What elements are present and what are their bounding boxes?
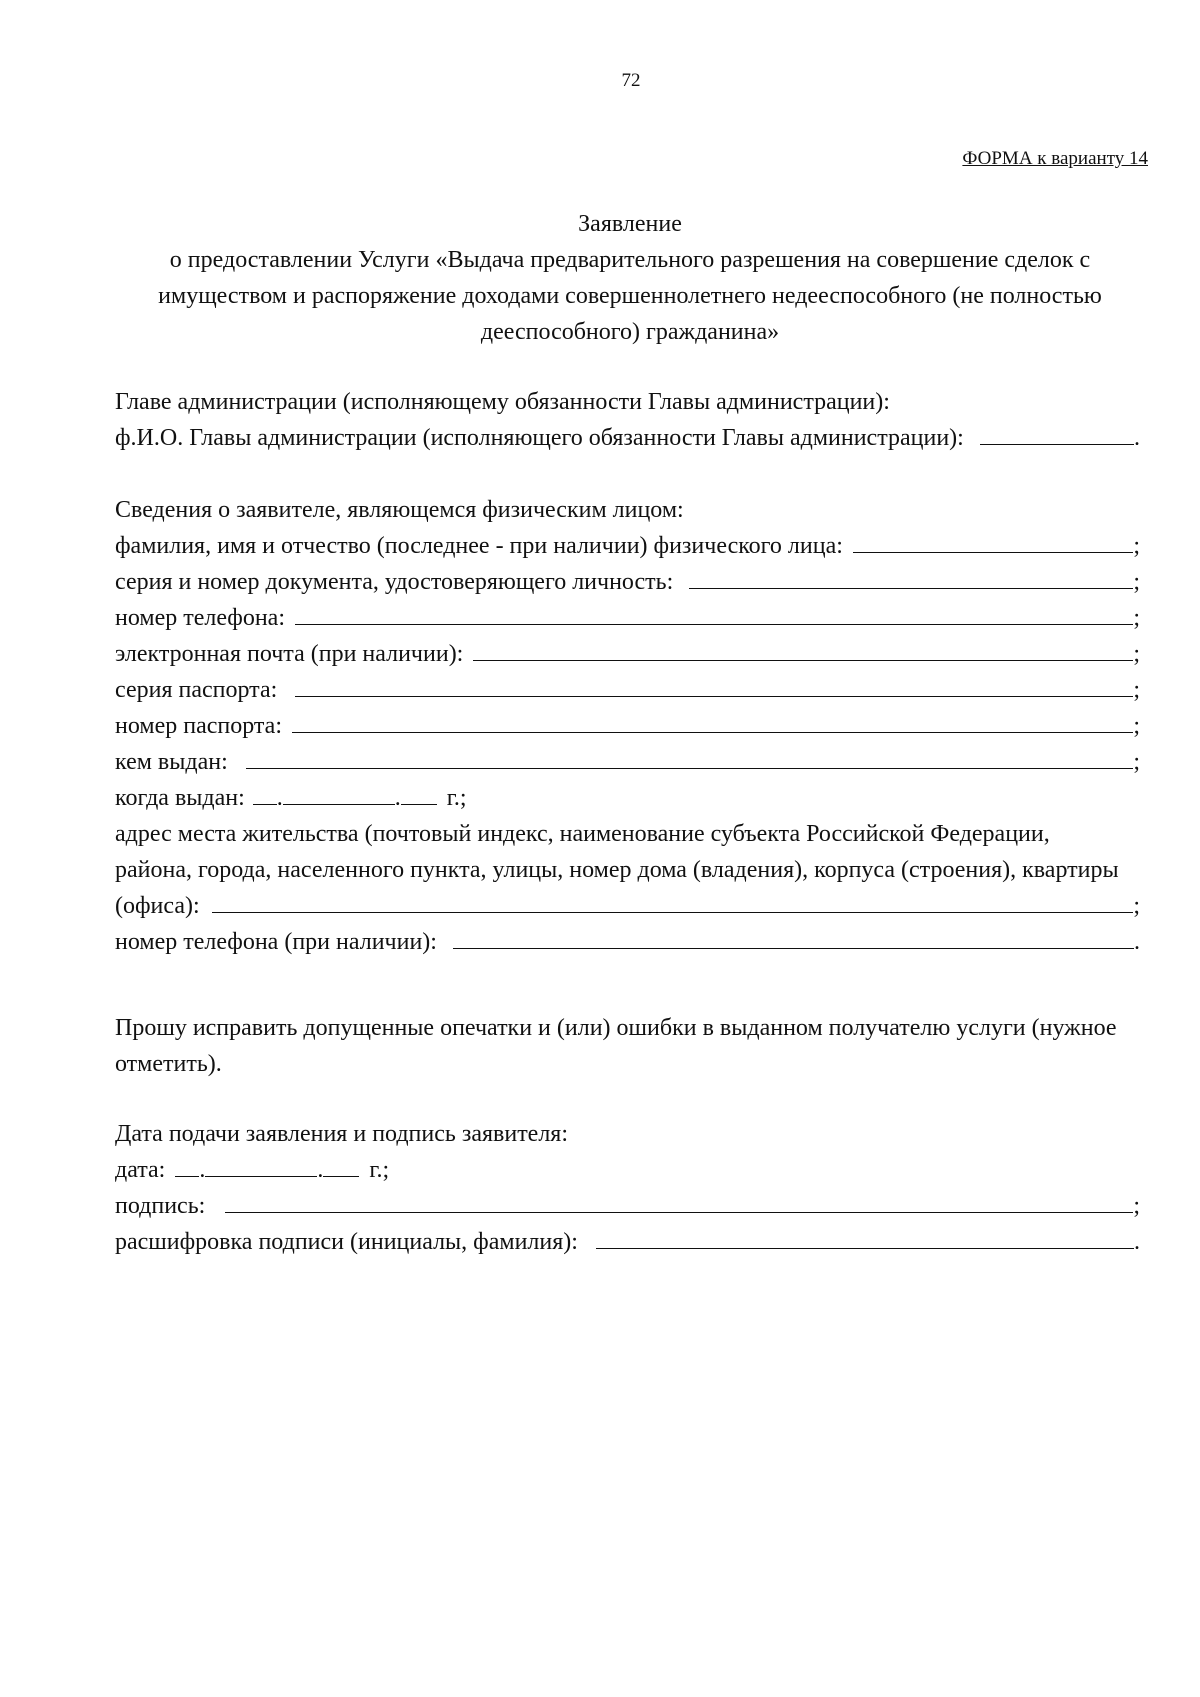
address-label: (офиса): (115, 893, 200, 919)
issued-date-row (115, 782, 1140, 818)
phone-row (115, 602, 1140, 638)
semicolon-mark: ; (1133, 677, 1140, 703)
date-label: дата: (115, 1157, 166, 1183)
passport-series-field[interactable] (295, 674, 1133, 697)
page-number: 72 (621, 70, 641, 91)
passport-number-row (115, 710, 1140, 746)
year-field[interactable] (323, 1154, 359, 1177)
sign-field[interactable] (225, 1190, 1133, 1213)
issued-by-field[interactable] (246, 746, 1134, 769)
issued-day-field[interactable] (253, 782, 277, 805)
passport-number-label: номер паспорта: (115, 713, 283, 739)
day-field[interactable] (175, 1154, 199, 1177)
title-line-4: дееспособного) гражданина» (480, 319, 780, 345)
addressee-fio-field[interactable] (980, 422, 1134, 445)
sign-row (115, 1190, 1140, 1226)
addressee-fio-row (115, 422, 1140, 458)
address-field[interactable] (212, 890, 1134, 913)
period-mark: . (1134, 929, 1140, 955)
request-line-1: Прошу исправить допущенные опечатки и (или) ошибки в выданном получателю услуги (нужное (115, 1015, 1117, 1041)
passport-series-row (115, 674, 1140, 710)
passport-number-field[interactable] (292, 710, 1133, 733)
year-suffix: г.; (369, 1157, 390, 1183)
issued-year-field[interactable] (401, 782, 437, 805)
signature-section (115, 1118, 1140, 1262)
month-field[interactable] (205, 1154, 317, 1177)
semicolon-mark: ; (1133, 713, 1140, 739)
sign-decode-field[interactable] (596, 1226, 1134, 1249)
form-reference: ФОРМА к варианту 14 (962, 148, 1148, 169)
passport-series-label: серия паспорта: (115, 677, 278, 703)
email-row (115, 638, 1140, 674)
period-mark: . (1134, 425, 1140, 451)
semicolon-mark: ; (1133, 605, 1140, 631)
semicolon-mark: ; (1133, 569, 1140, 595)
phone-label: номер телефона: (115, 605, 286, 631)
email-field[interactable] (473, 638, 1133, 661)
year-suffix: г.; (446, 785, 467, 811)
date-separator: . (317, 1157, 324, 1183)
sign-label: подпись: (115, 1193, 206, 1219)
addressee-line: Главе администрации (исполняющему обязанности Главы администрации): (115, 389, 890, 415)
phone-optional-row (115, 926, 1140, 962)
title-line-2: о предоставлении Услуги «Выдача предварительного разрешения на совершение сделок с (169, 247, 1091, 273)
date-separator: . (276, 785, 283, 811)
date-row (115, 1154, 1140, 1190)
id-doc-label: серия и номер документа, удостоверяющего личность: (115, 569, 674, 595)
semicolon-mark: ; (1133, 641, 1140, 667)
semicolon-mark: ; (1133, 749, 1140, 775)
semicolon-mark: ; (1133, 533, 1140, 559)
address-line-1: адрес места жительства (почтовый индекс, наименование субъекта Российской Федерации, (115, 821, 1050, 847)
email-label: электронная почта (при наличии): (115, 641, 464, 667)
request-section (115, 1012, 1140, 1084)
semicolon-mark: ; (1133, 893, 1140, 919)
fullname-row (115, 530, 1140, 566)
fullname-label: фамилия, имя и отчество (последнее - при наличии) физического лица: (115, 533, 843, 559)
issued-by-label: кем выдан: (115, 749, 228, 775)
addressee-fio-label: ф.И.О. Главы администрации (исполняющего обязанности Главы администрации): (115, 425, 964, 451)
date-separator: . (394, 785, 401, 811)
phone-optional-label: номер телефона (при наличии): (115, 929, 437, 955)
applicant-section (115, 494, 1140, 962)
period-mark: . (1134, 1229, 1140, 1255)
title-line-3: имуществом и распоряжение доходами совершеннолетнего недееспособного (не полностью (158, 283, 1102, 309)
signature-heading: Дата подачи заявления и подпись заявителя: (115, 1121, 569, 1147)
address-row (115, 890, 1140, 926)
phone-field[interactable] (295, 602, 1133, 625)
date-separator: . (199, 1157, 206, 1183)
fullname-field[interactable] (853, 530, 1133, 553)
issued-month-field[interactable] (283, 782, 395, 805)
document-title (130, 206, 1130, 350)
semicolon-mark: ; (1133, 1193, 1140, 1219)
request-line-2: отметить). (115, 1051, 222, 1077)
sign-decode-label: расшифровка подписи (инициалы, фамилия): (115, 1229, 578, 1255)
title-line-1: Заявление (578, 211, 682, 237)
address-line-2: района, города, населенного пункта, улицы, номер дома (владения), корпуса (строения), квартиры (115, 857, 1119, 883)
issued-by-row (115, 746, 1140, 782)
id-doc-field[interactable] (689, 566, 1133, 589)
sign-decode-row (115, 1226, 1140, 1262)
issued-date-label: когда выдан: (115, 785, 245, 811)
phone-optional-field[interactable] (453, 926, 1134, 949)
applicant-heading: Сведения о заявителе, являющемся физическим лицом: (115, 497, 684, 523)
id-doc-row (115, 566, 1140, 602)
addressee-section (115, 386, 1140, 458)
